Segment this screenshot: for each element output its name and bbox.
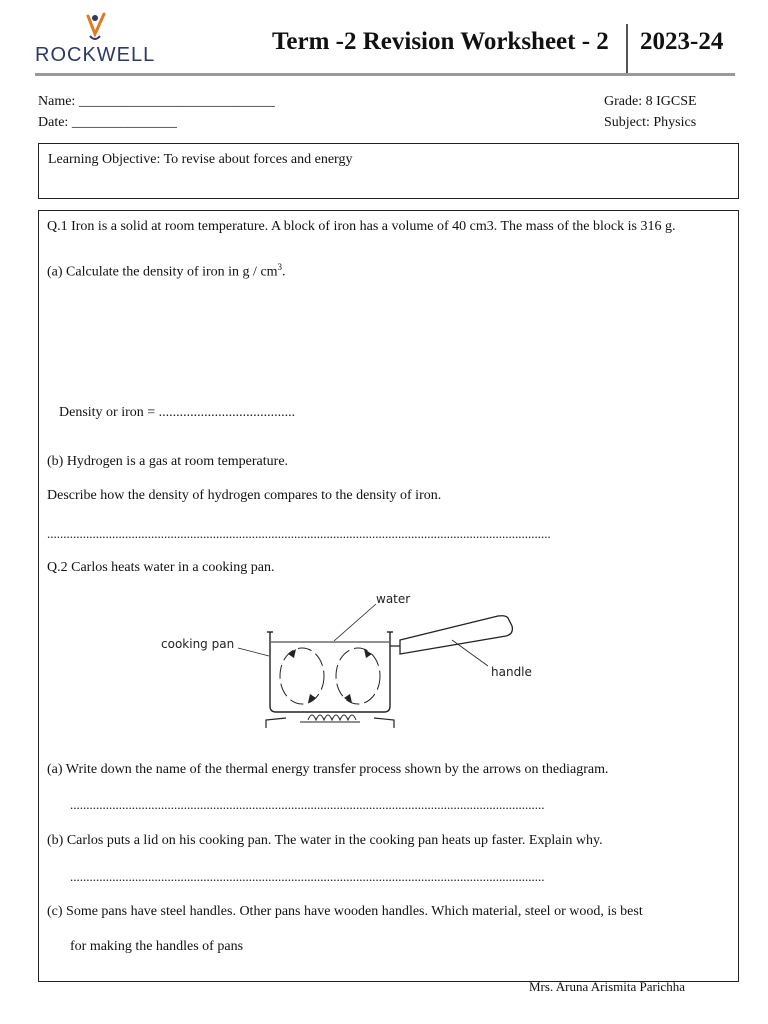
burner-stand	[266, 718, 394, 728]
academic-year: 2023-24	[640, 28, 724, 55]
teacher-name: Mrs. Aruna Arismita Parichha	[529, 979, 685, 994]
q2-answer-b-line[interactable]: ..................................................................................................................................................	[70, 869, 545, 884]
convection-loop-left	[280, 648, 324, 704]
q2-part-b: (b) Carlos puts a lid on his cooking pan. The water in the cooking pan heats up faster. Explain why.	[47, 833, 603, 848]
q2-part-c-line2: for making the handles of pans	[70, 939, 244, 954]
subject-label: Subject: Physics	[604, 115, 697, 130]
burner-flames	[308, 715, 356, 720]
logo-text: ROCKWELL	[35, 44, 156, 66]
q2-answer-a-line[interactable]: ..................................................................................................................................................	[70, 797, 545, 812]
q1-part-a-exponent: 3	[277, 262, 283, 272]
q1-answer-line[interactable]: ...........................................................................................................................................................	[47, 526, 551, 541]
pan-body	[270, 632, 390, 712]
q2-part-c-line1: (c) Some pans have steel handles. Other pans have wooden handles. Which material, steel or wood, is best	[47, 904, 643, 919]
page-title: Term -2 Revision Worksheet - 2	[272, 28, 609, 55]
q1-part-b-intro: (b) Hydrogen is a gas at room temperature.	[47, 454, 289, 469]
label-cooking-pan: cooking pan	[161, 637, 235, 651]
objective-box	[38, 143, 739, 199]
name-field[interactable]: Name: ____________________________	[38, 94, 275, 109]
q2-part-a: (a) Write down the name of the thermal energy transfer process shown by the arrows on thediagram.	[47, 762, 609, 777]
date-field[interactable]: Date: _______________	[38, 115, 177, 130]
grade-label: Grade: 8 IGCSE	[604, 94, 697, 109]
q1-part-a-text: (a) Calculate the density of iron in g / cm	[47, 264, 278, 280]
label-handle: handle	[491, 665, 532, 679]
q1-part-a-period: .	[282, 264, 286, 280]
convection-loop-right	[336, 648, 380, 704]
cooking-pan-diagram	[150, 588, 540, 734]
header-divider	[626, 24, 628, 74]
rockwell-logo-icon	[78, 12, 114, 46]
q1-part-a	[47, 262, 286, 281]
density-answer-line[interactable]: Density or iron = .......................................	[59, 405, 296, 420]
q2-stem: Q.2 Carlos heats water in a cooking pan.	[47, 560, 275, 575]
pan-handle	[390, 616, 512, 654]
learning-objective: Learning Objective: To revise about forces and energy	[48, 152, 353, 167]
label-water: water	[376, 592, 411, 606]
q1-part-b-question: Describe how the density of hydrogen compares to the density of iron.	[47, 488, 442, 503]
q1-stem: Q.1 Iron is a solid at room temperature. A block of iron has a volume of 40 cm3. The mass of the block is 316 g.	[47, 219, 676, 234]
header-rule	[35, 73, 735, 76]
